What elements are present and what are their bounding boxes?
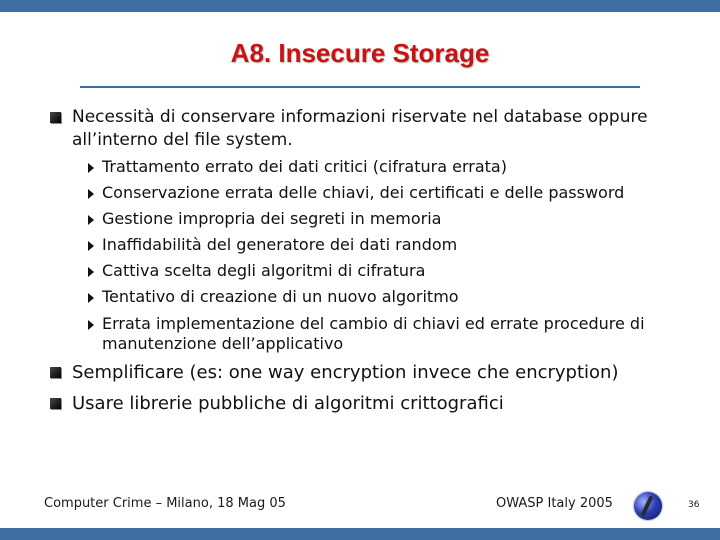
bullet-text: Semplificare (es: one way encryption invece che encryption) [72, 362, 619, 383]
sub-bullet-item [48, 154, 688, 180]
sub-bullet-text: Inaffidabilità del generatore dei dati random [102, 235, 458, 254]
footer-event: Computer Crime – Milano, 18 Mag 05 [44, 496, 286, 511]
square-bullet-icon [50, 367, 61, 378]
square-bullet-icon [50, 398, 61, 409]
bullet-simplify [48, 360, 688, 385]
bottom-bar [0, 528, 720, 540]
sub-bullet-item [48, 232, 688, 258]
square-bullet-icon [50, 112, 61, 123]
bullet-text: Usare librerie pubbliche di algoritmi crittografici [72, 393, 504, 414]
page-number: 36 [688, 500, 700, 510]
sub-bullet-item [48, 180, 688, 206]
title-divider [80, 86, 640, 88]
slide-title: A8. Insecure Storage [230, 38, 490, 68]
triangle-bullet-icon [88, 241, 94, 251]
bullet-storage-need [48, 106, 688, 152]
bullet-text: Necessità di conservare informazioni riservate nel database oppure all’interno del file system. [72, 107, 648, 150]
sub-bullet-item [48, 284, 688, 310]
sub-bullet-item [48, 206, 688, 232]
top-bar [0, 0, 720, 12]
sub-bullet-text: Tentativo di creazione di un nuovo algoritmo [102, 287, 459, 306]
slide-content [48, 106, 688, 416]
sub-bullet-list [48, 154, 688, 354]
sub-bullet-item [48, 314, 688, 354]
triangle-bullet-icon [88, 320, 94, 330]
sub-bullet-text: Gestione impropria dei segreti in memoria [102, 209, 442, 228]
triangle-bullet-icon [88, 189, 94, 199]
triangle-bullet-icon [88, 215, 94, 225]
sub-bullet-text: Trattamento errato dei dati critici (cifratura errata) [102, 157, 507, 176]
bullet-public-libraries [48, 391, 688, 416]
triangle-bullet-icon [88, 293, 94, 303]
triangle-bullet-icon [88, 267, 94, 277]
footer-organization: OWASP Italy 2005 [496, 496, 613, 511]
sub-bullet-item [48, 258, 688, 284]
triangle-bullet-icon [88, 163, 94, 173]
sub-bullet-text: Conservazione errata delle chiavi, dei certificati e delle password [102, 183, 625, 202]
sub-bullet-text: Cattiva scelta degli algoritmi di cifratura [102, 261, 426, 280]
sub-bullet-text: Errata implementazione del cambio di chiavi ed errate procedure di manutenzione dell’applicativo [102, 314, 645, 353]
